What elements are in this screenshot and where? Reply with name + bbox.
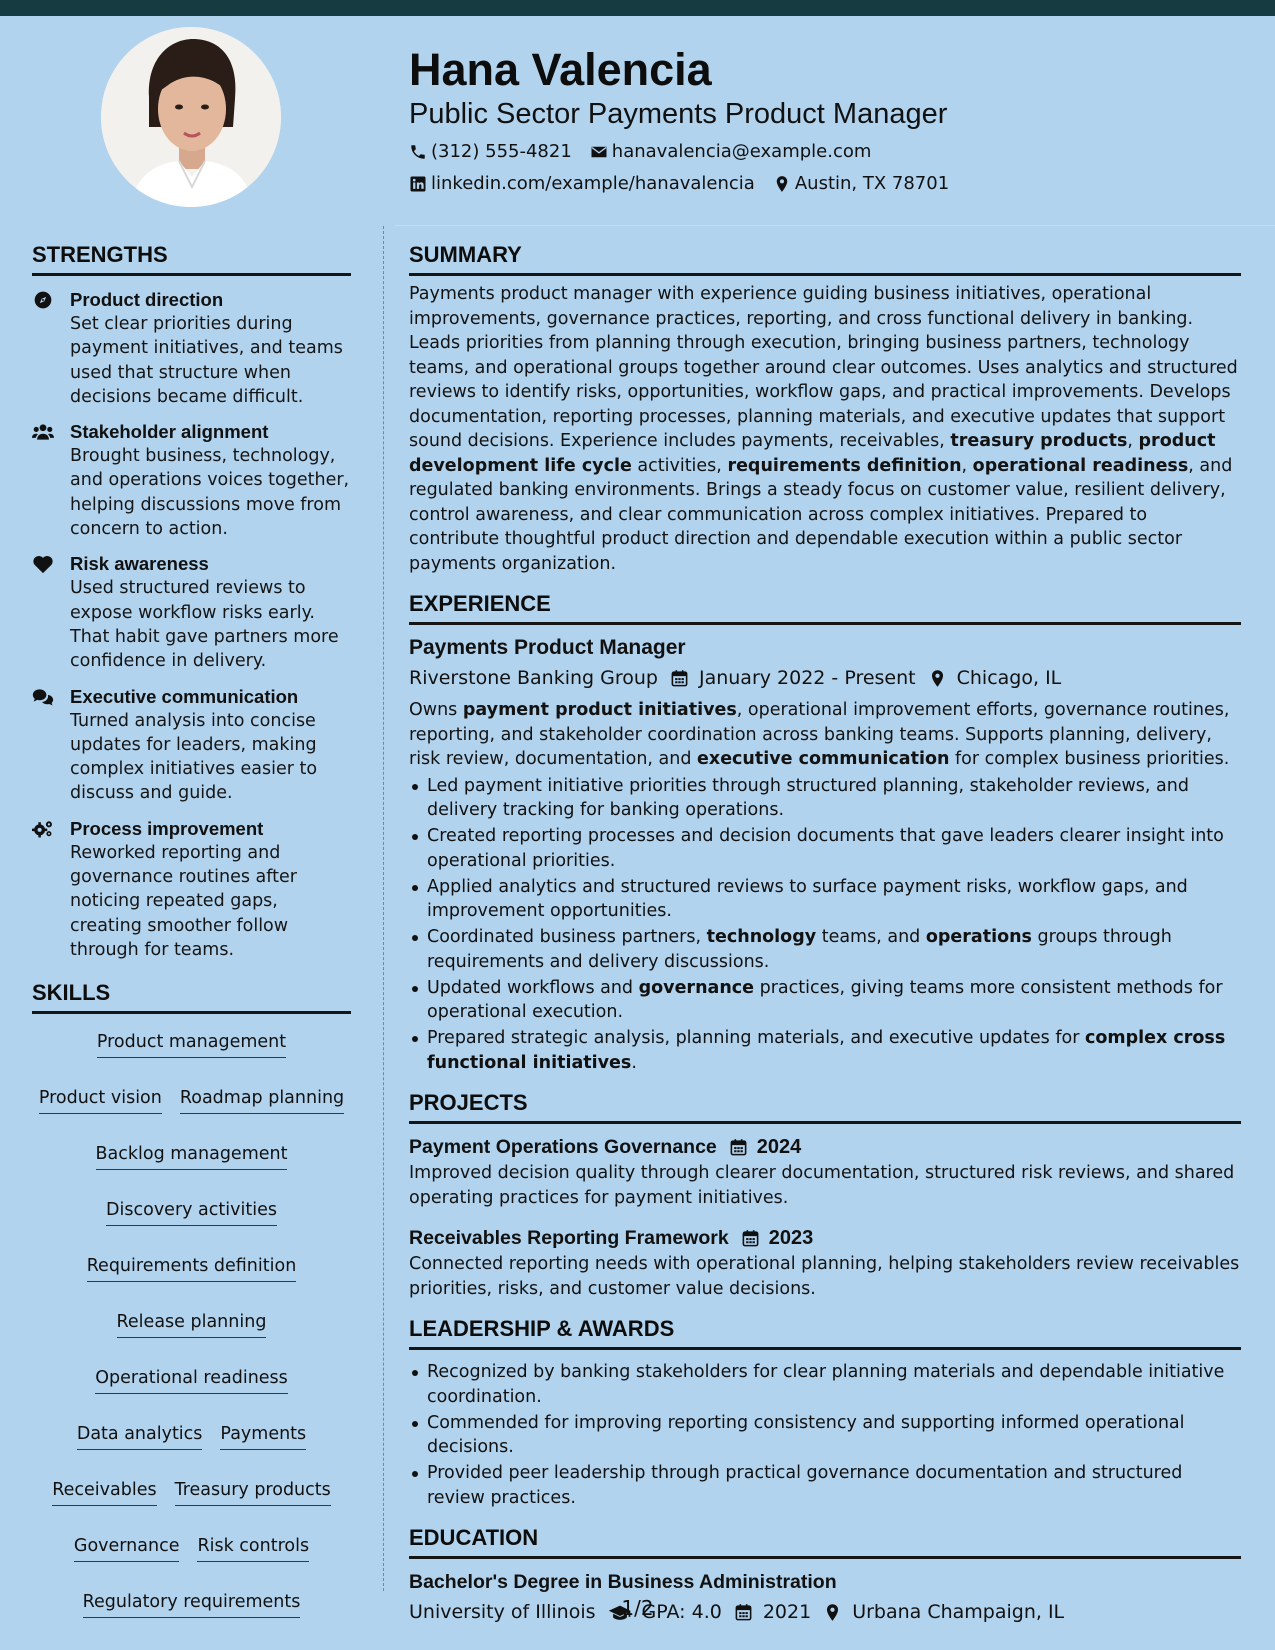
skills-list [32, 1030, 351, 1618]
project-desc: Connected reporting needs with operational planning, helping stakeholders review receivables priorities, risks, and customer value decisions. [409, 1254, 1240, 1299]
summary-text: Payments product manager with experience guiding business initiatives, operational improvements, governance practices, reporting, and cross functional delivery in banking. Leads priorities from planning through execution, bringing business partners, technology teams, and operational groups together around clear outcomes. Uses analytics and structured reviews to identify risks, opportunities, workflow gaps, and practical improvements. Develops documentation, reporting processes, planning materials, and executive updates that support sound decisions. Experience includes payments, receivables, treasury products, product development life cycle activities, requirements definition, operational readiness, and regulated banking environments. Brings a steady focus on customer value, resilient delivery, control awareness, and clear communication across complex initiatives. Prepared to contribute thoughtful product direction and dependable execution within a public sector payments organization. [409, 284, 1238, 574]
education-gpa: GPA: 4.0 [608, 1598, 722, 1626]
project-year: 2024 [729, 1133, 802, 1161]
projects-section [409, 1090, 1241, 1301]
education-heading: EDUCATION [409, 1525, 1241, 1559]
strength-title: Risk awareness [70, 553, 209, 575]
job-intro: Owns payment product initiatives, operational improvement efforts, governance routines, reporting, and stakeholder coordination across banking teams. Supports planning, delivery, risk review, documentation, and executive communication for complex business priorities. [409, 700, 1230, 769]
strength-desc: Reworked reporting and governance routines after noticing repeated gaps, creating smoother follow through for teams. [70, 842, 297, 960]
phone-text: (312) 555-4821 [431, 141, 572, 162]
experience-heading: EXPERIENCE [409, 591, 1241, 625]
job-bullet: Applied analytics and structured reviews to surface payment risks, workflow gaps, and improvement opportunities. [409, 875, 1241, 924]
top-bar [0, 0, 1275, 16]
contact-row-2 [409, 173, 1249, 195]
skill-tag: Requirements definition [87, 1254, 297, 1282]
project-desc: Improved decision quality through clearer documentation, structured risk reviews, and shared operating practices for payment initiatives. [409, 1163, 1235, 1208]
main-column [409, 242, 1241, 1632]
leadership-bullet: Provided peer leadership through practical governance documentation and structured review practices. [409, 1461, 1241, 1510]
job-bullet: Coordinated business partners, technology teams, and operations groups through requirements and delivery discussions. [409, 925, 1241, 974]
map-marker-icon [928, 669, 947, 688]
profile-photo [101, 27, 281, 207]
heart-icon [32, 554, 54, 574]
leadership-section [409, 1316, 1241, 1510]
sidebar [32, 242, 351, 1618]
email-text: hanavalencia@example.com [611, 141, 872, 162]
job-bullets [409, 774, 1241, 1076]
strength-item [32, 685, 351, 806]
project-name: Receivables Reporting Framework [409, 1227, 729, 1249]
leadership-bullets [409, 1360, 1241, 1510]
comments-icon [32, 687, 54, 707]
job-bullet: Updated workflows and governance practices, giving teams more consistent methods for operational execution. [409, 976, 1241, 1025]
skill-tag: Operational readiness [95, 1366, 288, 1394]
skill-tag: Payments [220, 1422, 306, 1450]
candidate-name: Hana Valencia [409, 44, 712, 95]
skill-tag: Product vision [39, 1086, 162, 1114]
project-item [409, 1224, 1241, 1301]
strengths-list [32, 288, 351, 962]
skills-heading: SKILLS [32, 980, 351, 1014]
strength-title: Product direction [70, 289, 224, 310]
skill-tag: Governance [74, 1534, 180, 1562]
job-dates: January 2022 - Present [670, 664, 916, 692]
header-divider [395, 225, 1275, 226]
project-year: 2023 [741, 1224, 814, 1252]
contact-phone[interactable] [409, 141, 572, 163]
strength-desc: Used structured reviews to expose workflow risks early. That habit gave partners more confidence in delivery. [70, 578, 339, 672]
job-meta [409, 664, 1241, 692]
contact-location [773, 173, 949, 195]
experience-section [409, 591, 1241, 1075]
calendar-icon [741, 1229, 760, 1248]
summary-heading: SUMMARY [409, 242, 1241, 276]
strength-item [32, 552, 351, 673]
strength-title: Stakeholder alignment [70, 421, 269, 443]
gears-icon [32, 819, 54, 839]
column-divider [383, 226, 384, 1591]
strength-desc: Set clear priorities during payment initiatives, and teams used that structure when decisions became difficult. [70, 314, 343, 407]
resume-header [409, 42, 1249, 195]
compass-icon [32, 290, 54, 310]
education-location: Urbana Champaign, IL [823, 1598, 1064, 1626]
skill-tag: Release planning [117, 1310, 267, 1338]
education-school: University of Illinois [409, 1601, 596, 1623]
strength-item [32, 817, 351, 962]
leadership-bullet: Commended for improving reporting consistency and supporting informed operational decisions. [409, 1411, 1241, 1460]
contact-row-1 [409, 141, 1249, 163]
users-icon [32, 422, 54, 442]
skill-tag: Receivables [52, 1478, 156, 1506]
job-company: Riverstone Banking Group [409, 667, 658, 689]
skill-tag: Product management [97, 1030, 286, 1058]
skill-tag: Treasury products [175, 1478, 331, 1506]
job-bullet: Created reporting processes and decision documents that gave leaders clearer insight into operational priorities. [409, 824, 1241, 873]
strength-item [32, 288, 351, 409]
contact-email[interactable] [590, 141, 872, 163]
skill-tag: Data analytics [77, 1422, 203, 1450]
strength-desc: Brought business, technology, and operations voices together, helping discussions move from concern to action. [70, 446, 350, 540]
page-number: 1/2 [621, 1596, 654, 1620]
projects-heading: PROJECTS [409, 1090, 1241, 1124]
project-name: Payment Operations Governance [409, 1136, 717, 1158]
leadership-heading: LEADERSHIP & AWARDS [409, 1316, 1241, 1350]
project-item [409, 1133, 1241, 1210]
job-bullet: Led payment initiative priorities through structured planning, stakeholder reviews, and delivery tracking for banking operations. [409, 774, 1241, 823]
map-marker-icon [773, 175, 791, 193]
phone-icon [409, 143, 427, 161]
skill-tag: Discovery activities [106, 1198, 277, 1226]
candidate-role: Public Sector Payments Product Manager [409, 98, 948, 130]
education-year: 2021 [734, 1598, 811, 1626]
skill-tag: Roadmap planning [180, 1086, 344, 1114]
skill-tag: Regulatory requirements [83, 1590, 301, 1618]
strength-item [32, 420, 351, 541]
strength-title: Executive communication [70, 685, 299, 707]
strength-desc: Turned analysis into concise updates for leaders, making complex initiatives easier to discuss and guide. [70, 710, 318, 804]
location-text: Austin, TX 78701 [794, 173, 950, 194]
strengths-heading: STRENGTHS [32, 242, 351, 276]
envelope-icon [590, 143, 608, 161]
leadership-bullet: Recognized by banking stakeholders for clear planning materials and dependable initiative coordination. [409, 1360, 1241, 1409]
linkedin-text: linkedin.com/example/hanavalencia [431, 173, 755, 194]
job-location: Chicago, IL [928, 664, 1062, 692]
contact-linkedin[interactable] [409, 173, 755, 195]
skill-tag: Backlog management [96, 1142, 288, 1170]
skill-tag: Risk controls [197, 1534, 309, 1562]
job-title: Payments Product Manager [409, 636, 686, 659]
strength-title: Process improvement [70, 817, 264, 839]
linkedin-icon [409, 175, 427, 193]
job-bullet: Prepared strategic analysis, planning materials, and executive updates for complex cross functional initiatives. [409, 1026, 1241, 1075]
calendar-icon [729, 1138, 748, 1157]
calendar-icon [670, 669, 689, 688]
education-degree: Bachelor's Degree in Business Administration [409, 1571, 837, 1593]
